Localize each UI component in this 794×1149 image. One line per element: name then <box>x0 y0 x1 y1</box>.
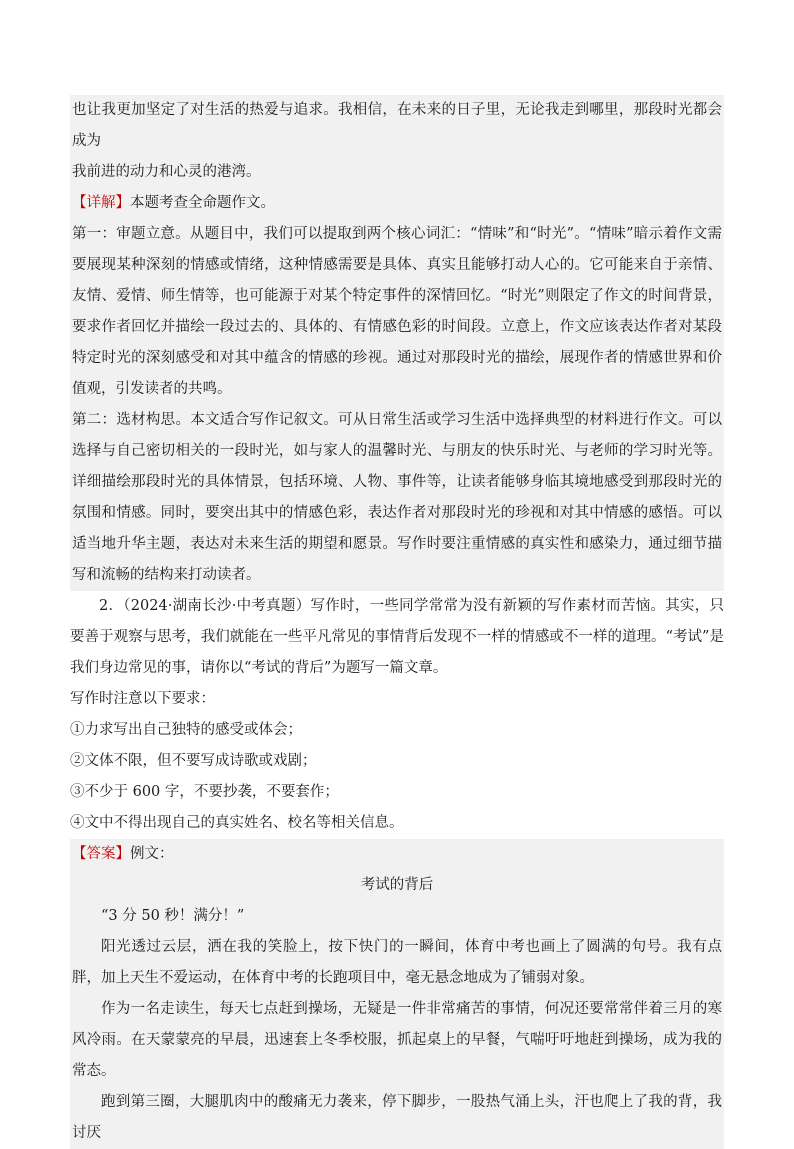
question-body: 写作时，一些同学常常为没有新颖的写作素材而苦恼。其实，只要善于观察与思考，我们就能在一些平凡常见的事情背后发现不一样的情感或不一样的道理。“考试”是我们身边常见的事，请你以“考试的背后”为题写一篇文章。 <box>70 598 724 676</box>
detail-paragraph-2: 第二：选材构思。本文适合写作记叙文。可从日常生活或学习生活中选择典型的材料进行作文。可以选择与自己密切相关的一段时光，如与家人的温馨时光、与朋友的快乐时光、与老师的学习时光等。详细描绘那段时光的具体情景，包括环境、人物、事件等，让读者能够身临其境地感受到那段时光的氛围和情感。同时，要突出其中的情感色彩，表达作者对那段时光的珍视和对其中情感的感悟。可以适当地升华主题，表达对未来生活的期望和愿景。写作时要注重情感的真实性和感染力，通过细节描写和流畅的结构来打动读者。 <box>70 405 724 591</box>
answer-section <box>70 839 724 1149</box>
requirement-item: ①力求写出自己独特的感受或体会； <box>70 722 302 738</box>
question-number: 2． <box>99 598 124 614</box>
essay-title: 考试的背后 <box>70 870 724 901</box>
question-source: （2024·湖南长沙·中考真题） <box>123 598 311 614</box>
question-2-text <box>70 591 724 684</box>
detail-section <box>70 188 724 591</box>
requirement-item: ④文中不得出现自己的真实姓名、校名等相关信息。 <box>70 815 404 831</box>
requirement-item: ②文体不限，但不要写成诗歌或戏剧； <box>70 753 317 769</box>
essay-paragraph: “3 分 50 秒！满分！” <box>70 901 724 932</box>
detail-intro: 本题考查全命题作文。 <box>130 195 275 211</box>
detail-heading <box>70 188 724 219</box>
essay-paragraph: 跑到第三圈，大腿肌肉中的酸痛无力袭来，停下脚步，一股热气涌上头，汗也爬上了我的背，我讨厌 <box>70 1087 724 1149</box>
requirements-heading: 写作时注意以下要求： <box>70 691 215 707</box>
answer-tag: 【答案】 <box>72 846 130 862</box>
answer-heading <box>70 839 724 870</box>
document-page <box>70 95 724 1149</box>
detail-paragraph-1: 第一：审题立意。从题目中，我们可以提取到两个核心词汇：“情味”和“时光”。“情味”暗示着作文需要展现某种深刻的情感或情绪，这种情感需要是具体、真实且能够打动人心的。它可能来自于亲情、友情、爱情、师生情等，也可能源于对某个特定事件的深情回忆。“时光”则限定了作文的时间背景，要求作者回忆并描绘一段过去的、具体的、有情感色彩的时间段。立意上，作文应该表达作者对某段特定时光的深刻感受和对其中蕴含的情感的珍视。通过对那段时光的描绘，展现作者的情感世界和价值观，引发读者的共鸣。 <box>70 219 724 405</box>
text-line: 我前进的动力和心灵的港湾。 <box>72 164 261 180</box>
text-line: 也让我更加坚定了对生活的热爱与追求。我相信，在未来的日子里，无论我走到哪里，那段时光都会成为 <box>72 102 722 149</box>
detail-tag: 【详解】 <box>72 195 130 211</box>
essay-paragraph: 作为一名走读生，每天七点赶到操场，无疑是一件非常痛苦的事情，何况还要常常伴着三月的寒风冷雨。在天蒙蒙亮的早晨，迅速套上冬季校服，抓起桌上的早餐，气喘吁吁地赶到操场，成为我的常态。 <box>70 994 724 1087</box>
answer-label: 例文： <box>130 846 174 862</box>
question-2 <box>70 591 724 839</box>
previous-essay-ending <box>70 95 724 188</box>
requirement-item: ③不少于 600 字，不要抄袭，不要套作； <box>70 784 339 800</box>
essay-paragraph: 阳光透过云层，洒在我的笑脸上，按下快门的一瞬间，体育中考也画上了圆满的句号。我有点胖，加上天生不爱运动，在体育中考的长跑项目中，毫无悬念地成为了铺弱对象。 <box>70 932 724 994</box>
